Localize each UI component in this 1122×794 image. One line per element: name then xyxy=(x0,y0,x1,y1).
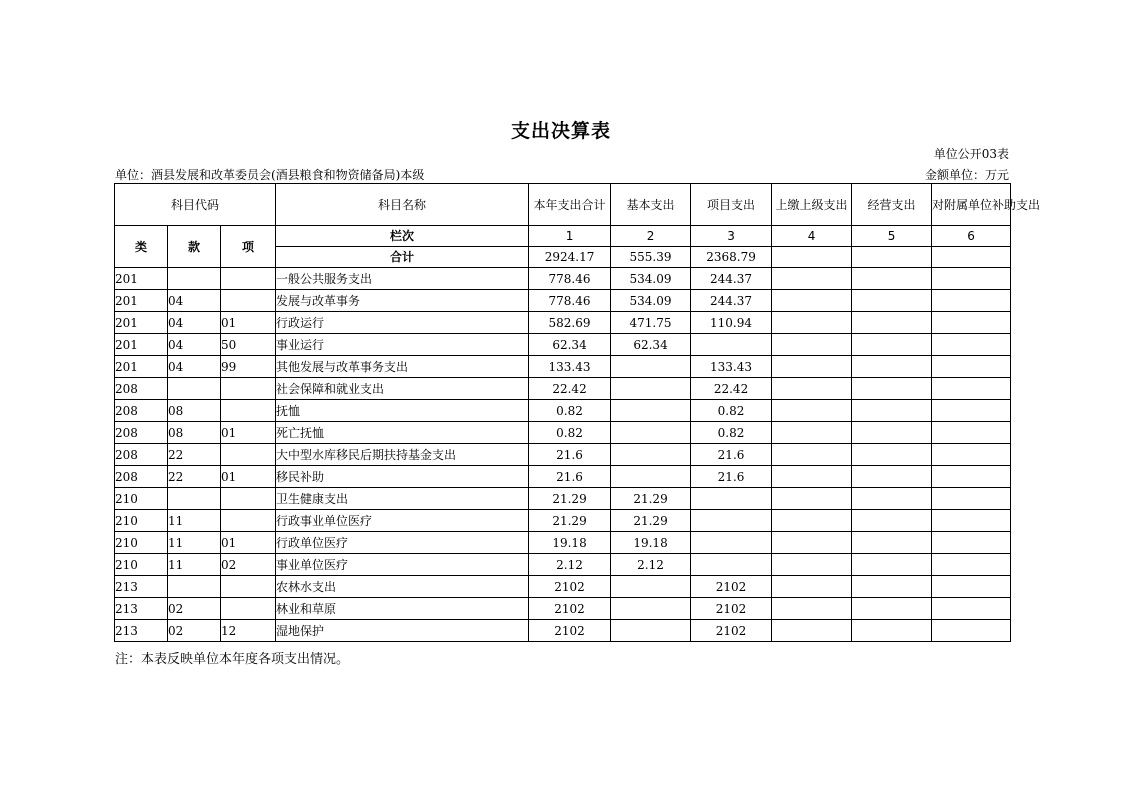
cell-kuan xyxy=(168,576,221,598)
table-row xyxy=(115,466,1011,488)
cell-business xyxy=(852,312,932,334)
cell-subsidy xyxy=(932,268,1011,290)
cell-xiang: 02 xyxy=(221,554,276,576)
cell-name: 死亡抚恤 xyxy=(276,422,529,444)
cell-total: 2102 xyxy=(529,598,611,620)
cell-name: 大中型水库移民后期扶持基金支出 xyxy=(276,444,529,466)
header-total: 本年支出合计 xyxy=(529,184,611,226)
cell-basic xyxy=(611,576,691,598)
cell-project: 2102 xyxy=(691,576,772,598)
cell-lei: 201 xyxy=(115,268,168,290)
cell-business xyxy=(852,598,932,620)
cell-business xyxy=(852,466,932,488)
table-row xyxy=(115,576,1011,598)
cell-kuan: 11 xyxy=(168,532,221,554)
form-number: 单位公开03表 xyxy=(933,147,1009,161)
cell-business xyxy=(852,532,932,554)
col-index-2: 2 xyxy=(611,226,691,247)
cell-lei: 213 xyxy=(115,598,168,620)
table-row xyxy=(115,290,1011,312)
header-lanci: 栏次 xyxy=(276,226,529,247)
col-index-1: 1 xyxy=(529,226,611,247)
header-project: 项目支出 xyxy=(691,184,772,226)
cell-business xyxy=(852,422,932,444)
cell-project: 2102 xyxy=(691,598,772,620)
cell-xiang xyxy=(221,488,276,510)
cell-lei: 210 xyxy=(115,554,168,576)
cell-upper xyxy=(772,290,852,312)
cell-project: 110.94 xyxy=(691,312,772,334)
cell-subsidy xyxy=(932,620,1011,642)
total-subsidy xyxy=(932,247,1011,268)
cell-name: 事业单位医疗 xyxy=(276,554,529,576)
cell-basic xyxy=(611,400,691,422)
table-row xyxy=(115,334,1011,356)
cell-basic: 21.29 xyxy=(611,488,691,510)
table-row xyxy=(115,554,1011,576)
cell-subsidy xyxy=(932,488,1011,510)
cell-kuan: 04 xyxy=(168,356,221,378)
cell-xiang xyxy=(221,378,276,400)
cell-basic xyxy=(611,444,691,466)
cell-basic xyxy=(611,356,691,378)
total-basic: 555.39 xyxy=(611,247,691,268)
cell-subsidy xyxy=(932,554,1011,576)
cell-total: 133.43 xyxy=(529,356,611,378)
cell-name: 湿地保护 xyxy=(276,620,529,642)
cell-kuan: 04 xyxy=(168,290,221,312)
table-row xyxy=(115,378,1011,400)
cell-business xyxy=(852,510,932,532)
cell-name: 发展与改革事务 xyxy=(276,290,529,312)
cell-business xyxy=(852,576,932,598)
cell-xiang xyxy=(221,268,276,290)
cell-business xyxy=(852,268,932,290)
cell-business xyxy=(852,444,932,466)
cell-subsidy xyxy=(932,400,1011,422)
cell-lei: 201 xyxy=(115,312,168,334)
cell-kuan: 22 xyxy=(168,466,221,488)
cell-basic xyxy=(611,466,691,488)
cell-project: 244.37 xyxy=(691,268,772,290)
cell-lei: 213 xyxy=(115,576,168,598)
cell-basic: 62.34 xyxy=(611,334,691,356)
cell-subsidy xyxy=(932,356,1011,378)
cell-upper xyxy=(772,444,852,466)
cell-subsidy xyxy=(932,422,1011,444)
cell-kuan: 04 xyxy=(168,334,221,356)
cell-basic: 534.09 xyxy=(611,290,691,312)
cell-total: 22.42 xyxy=(529,378,611,400)
cell-kuan: 02 xyxy=(168,620,221,642)
cell-subsidy xyxy=(932,466,1011,488)
cell-upper xyxy=(772,466,852,488)
table-row xyxy=(115,356,1011,378)
cell-lei: 213 xyxy=(115,620,168,642)
cell-kuan xyxy=(168,268,221,290)
cell-kuan: 08 xyxy=(168,422,221,444)
unit-name: 单位：酒县发展和改革委员会(酒县粮食和物资储备局)本级 xyxy=(115,168,425,182)
cell-name: 事业运行 xyxy=(276,334,529,356)
cell-project xyxy=(691,532,772,554)
cell-total: 582.69 xyxy=(529,312,611,334)
cell-lei: 208 xyxy=(115,378,168,400)
cell-business xyxy=(852,378,932,400)
col-index-6: 6 xyxy=(932,226,1011,247)
cell-total: 778.46 xyxy=(529,268,611,290)
cell-basic: 21.29 xyxy=(611,510,691,532)
cell-xiang xyxy=(221,598,276,620)
cell-business xyxy=(852,554,932,576)
table-row xyxy=(115,488,1011,510)
expenditure-table xyxy=(114,183,1041,642)
cell-lei: 208 xyxy=(115,422,168,444)
cell-lei: 201 xyxy=(115,356,168,378)
cell-lei: 210 xyxy=(115,510,168,532)
cell-xiang: 12 xyxy=(221,620,276,642)
cell-upper xyxy=(772,510,852,532)
cell-name: 抚恤 xyxy=(276,400,529,422)
cell-name: 卫生健康支出 xyxy=(276,488,529,510)
table-row xyxy=(115,444,1011,466)
cell-kuan: 22 xyxy=(168,444,221,466)
cell-total: 0.82 xyxy=(529,400,611,422)
total-sum: 2924.17 xyxy=(529,247,611,268)
cell-xiang: 99 xyxy=(221,356,276,378)
cell-upper xyxy=(772,312,852,334)
cell-project: 21.6 xyxy=(691,466,772,488)
cell-xiang xyxy=(221,400,276,422)
cell-lei: 210 xyxy=(115,532,168,554)
cell-xiang xyxy=(221,444,276,466)
cell-total: 21.6 xyxy=(529,444,611,466)
cell-total: 0.82 xyxy=(529,422,611,444)
header-business: 经营支出 xyxy=(852,184,932,226)
cell-total: 21.6 xyxy=(529,466,611,488)
table-row xyxy=(115,422,1011,444)
cell-upper xyxy=(772,268,852,290)
table-row xyxy=(115,268,1011,290)
cell-name: 林业和草原 xyxy=(276,598,529,620)
cell-basic: 471.75 xyxy=(611,312,691,334)
cell-name: 一般公共服务支出 xyxy=(276,268,529,290)
cell-basic: 2.12 xyxy=(611,554,691,576)
cell-kuan xyxy=(168,488,221,510)
footnote: 注：本表反映单位本年度各项支出情况。 xyxy=(115,652,350,667)
cell-business xyxy=(852,620,932,642)
cell-kuan: 11 xyxy=(168,510,221,532)
total-upper xyxy=(772,247,852,268)
header-xiang: 项 xyxy=(221,226,276,268)
cell-project: 21.6 xyxy=(691,444,772,466)
cell-upper xyxy=(772,378,852,400)
cell-lei: 208 xyxy=(115,444,168,466)
cell-xiang: 01 xyxy=(221,466,276,488)
cell-total: 2.12 xyxy=(529,554,611,576)
amount-unit: 金额单位：万元 xyxy=(924,168,1009,182)
cell-xiang: 01 xyxy=(221,532,276,554)
cell-subsidy xyxy=(932,290,1011,312)
page-title: 支出决算表 xyxy=(510,120,611,142)
cell-upper xyxy=(772,532,852,554)
cell-name: 移民补助 xyxy=(276,466,529,488)
cell-name: 行政事业单位医疗 xyxy=(276,510,529,532)
cell-lei: 208 xyxy=(115,400,168,422)
cell-subsidy xyxy=(932,510,1011,532)
cell-name: 农林水支出 xyxy=(276,576,529,598)
cell-project xyxy=(691,554,772,576)
cell-name: 其他发展与改革事务支出 xyxy=(276,356,529,378)
header-name: 科目名称 xyxy=(276,184,529,226)
cell-project: 2102 xyxy=(691,620,772,642)
cell-upper xyxy=(772,620,852,642)
cell-lei: 201 xyxy=(115,290,168,312)
table-row xyxy=(115,532,1011,554)
table-row xyxy=(115,400,1011,422)
cell-business xyxy=(852,488,932,510)
cell-basic xyxy=(611,620,691,642)
cell-business xyxy=(852,356,932,378)
cell-name: 社会保障和就业支出 xyxy=(276,378,529,400)
cell-project: 133.43 xyxy=(691,356,772,378)
cell-xiang: 01 xyxy=(221,312,276,334)
cell-lei: 210 xyxy=(115,488,168,510)
cell-upper xyxy=(772,356,852,378)
cell-project xyxy=(691,334,772,356)
header-heji: 合计 xyxy=(276,247,529,268)
cell-project: 22.42 xyxy=(691,378,772,400)
cell-project: 0.82 xyxy=(691,400,772,422)
cell-kuan: 11 xyxy=(168,554,221,576)
header-code-group: 科目代码 xyxy=(115,184,276,226)
cell-project: 0.82 xyxy=(691,422,772,444)
cell-upper xyxy=(772,598,852,620)
cell-project: 244.37 xyxy=(691,290,772,312)
col-index-3: 3 xyxy=(691,226,772,247)
cell-name: 行政单位医疗 xyxy=(276,532,529,554)
cell-upper xyxy=(772,400,852,422)
cell-upper xyxy=(772,488,852,510)
cell-total: 2102 xyxy=(529,620,611,642)
cell-lei: 208 xyxy=(115,466,168,488)
total-project: 2368.79 xyxy=(691,247,772,268)
cell-business xyxy=(852,290,932,312)
cell-total: 21.29 xyxy=(529,488,611,510)
cell-basic: 19.18 xyxy=(611,532,691,554)
cell-total: 62.34 xyxy=(529,334,611,356)
cell-subsidy xyxy=(932,444,1011,466)
cell-basic xyxy=(611,422,691,444)
cell-xiang: 01 xyxy=(221,422,276,444)
cell-subsidy xyxy=(932,532,1011,554)
cell-kuan xyxy=(168,378,221,400)
cell-total: 778.46 xyxy=(529,290,611,312)
total-business xyxy=(852,247,932,268)
cell-upper xyxy=(772,554,852,576)
cell-total: 2102 xyxy=(529,576,611,598)
cell-subsidy xyxy=(932,576,1011,598)
table-row xyxy=(115,510,1011,532)
header-upper: 上缴上级支出 xyxy=(772,184,852,226)
cell-project xyxy=(691,510,772,532)
col-index-5: 5 xyxy=(852,226,932,247)
cell-project xyxy=(691,488,772,510)
cell-basic xyxy=(611,598,691,620)
cell-subsidy xyxy=(932,334,1011,356)
table-row xyxy=(115,598,1011,620)
table-body xyxy=(115,268,1011,642)
header-kuan: 款 xyxy=(168,226,221,268)
cell-subsidy xyxy=(932,378,1011,400)
cell-subsidy xyxy=(932,312,1011,334)
cell-business xyxy=(852,400,932,422)
cell-total: 21.29 xyxy=(529,510,611,532)
table-row xyxy=(115,620,1011,642)
col-index-4: 4 xyxy=(772,226,852,247)
cell-kuan: 04 xyxy=(168,312,221,334)
cell-name: 行政运行 xyxy=(276,312,529,334)
header-lei: 类 xyxy=(115,226,168,268)
header-basic: 基本支出 xyxy=(611,184,691,226)
cell-lei: 201 xyxy=(115,334,168,356)
table-row xyxy=(115,312,1011,334)
header-subsidy: 对附属单位补助支出 xyxy=(932,184,1011,226)
cell-xiang xyxy=(221,576,276,598)
cell-basic: 534.09 xyxy=(611,268,691,290)
cell-total: 19.18 xyxy=(529,532,611,554)
cell-upper xyxy=(772,422,852,444)
cell-kuan: 02 xyxy=(168,598,221,620)
cell-xiang xyxy=(221,290,276,312)
cell-subsidy xyxy=(932,598,1011,620)
cell-xiang xyxy=(221,510,276,532)
cell-kuan: 08 xyxy=(168,400,221,422)
cell-upper xyxy=(772,334,852,356)
cell-upper xyxy=(772,576,852,598)
cell-basic xyxy=(611,378,691,400)
cell-business xyxy=(852,334,932,356)
cell-xiang: 50 xyxy=(221,334,276,356)
